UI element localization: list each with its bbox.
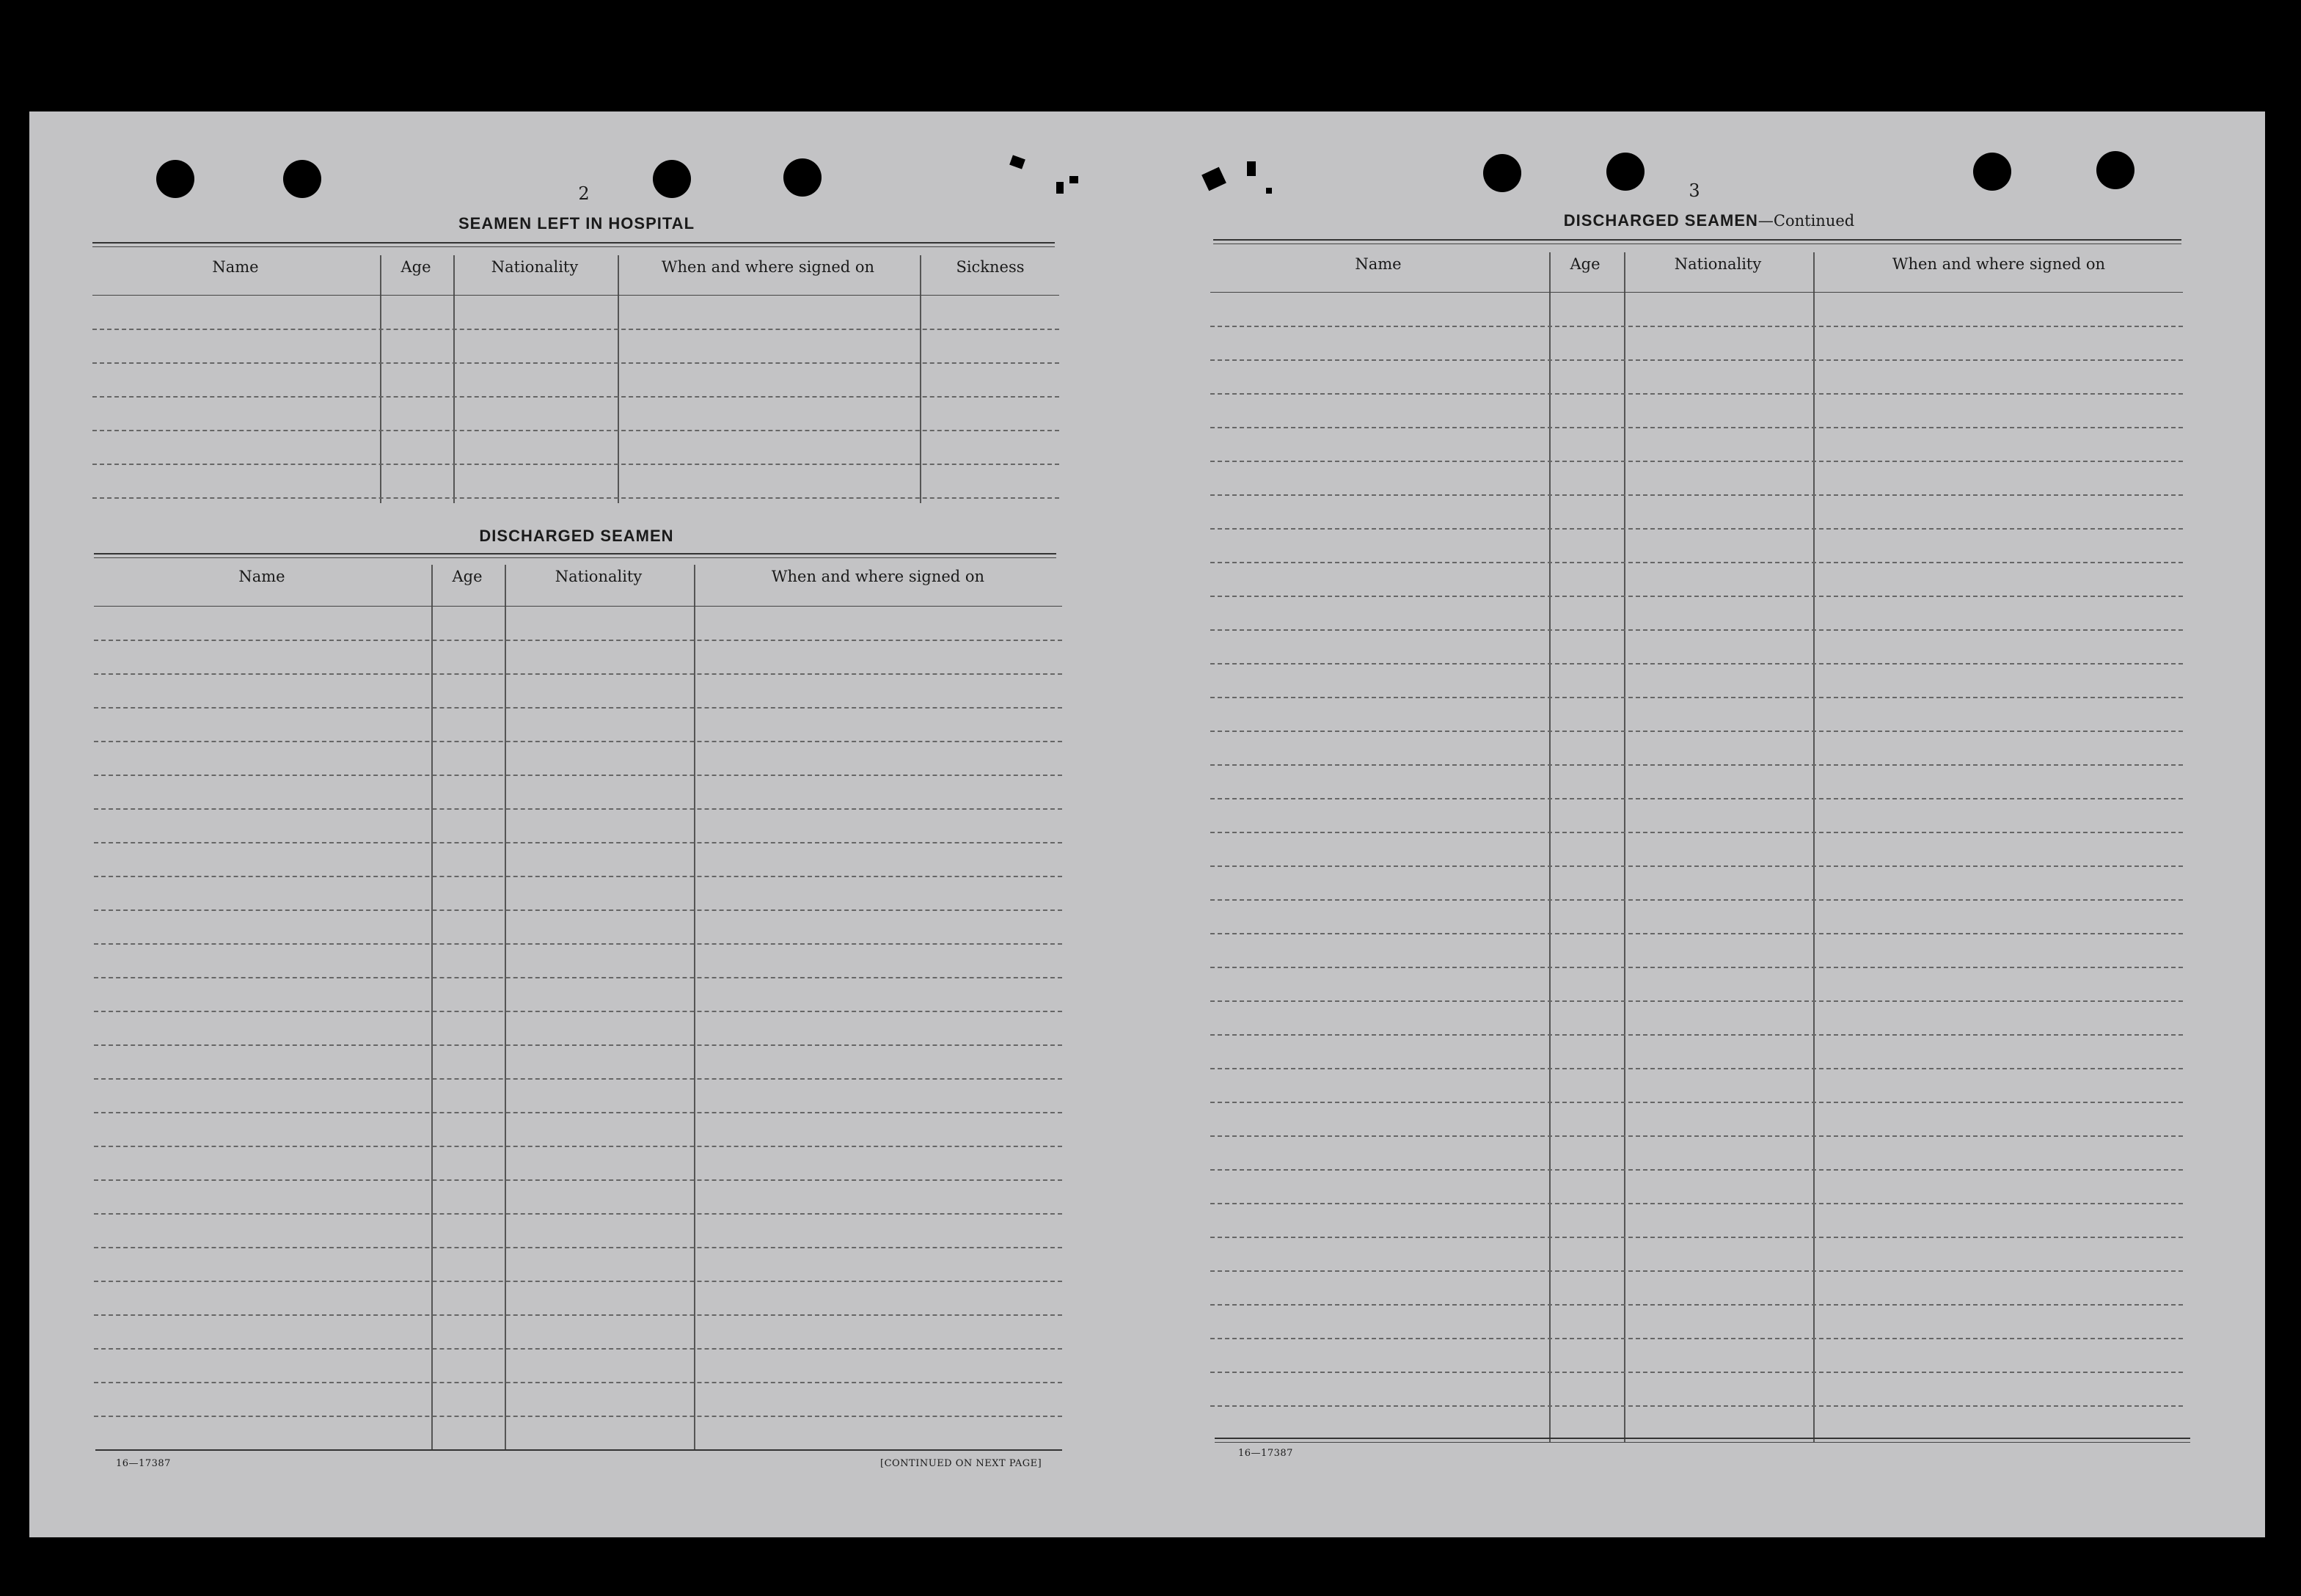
- entry-line: [94, 1314, 1062, 1316]
- entry-line: [1210, 731, 2183, 732]
- column-header: Nationality: [555, 568, 643, 585]
- paper-damage: [1069, 176, 1078, 183]
- entry-line: [1210, 427, 2183, 428]
- entry-line: [92, 329, 1059, 330]
- paper-damage: [1266, 188, 1272, 194]
- closing-rule: [1215, 1442, 2190, 1443]
- entry-line: [1210, 1034, 2183, 1036]
- column-divider: [618, 255, 619, 503]
- entry-line: [92, 430, 1059, 431]
- ledger-sheet: [29, 111, 2265, 1537]
- entry-line: [94, 775, 1062, 776]
- entry-line: [1210, 697, 2183, 698]
- entry-line: [1210, 933, 2183, 934]
- entry-line: [1210, 596, 2183, 597]
- column-header: Nationality: [1674, 255, 1762, 273]
- punch-hole: [653, 160, 691, 198]
- paper-damage: [1009, 155, 1025, 169]
- entry-line: [94, 1382, 1062, 1383]
- column-header: Name: [1355, 255, 1402, 273]
- discharged-table: [94, 568, 1062, 1449]
- column-divider: [1549, 252, 1551, 1442]
- column-divider: [1813, 252, 1815, 1442]
- entry-line: [94, 1146, 1062, 1147]
- entry-line: [94, 640, 1062, 641]
- entry-line: [1210, 1304, 2183, 1306]
- double-rule: [92, 242, 1055, 244]
- punch-hole: [156, 160, 194, 198]
- entry-line: [1210, 1000, 2183, 1002]
- entry-line: [94, 1011, 1062, 1012]
- entry-line: [94, 876, 1062, 877]
- entry-line: [1210, 359, 2183, 361]
- entry-line: [94, 842, 1062, 843]
- column-header: Age: [452, 568, 483, 585]
- closing-rule: [95, 1449, 1062, 1451]
- column-divider: [694, 565, 695, 1449]
- section-title-continued: —Continued: [1757, 212, 1855, 230]
- entry-line: [94, 1112, 1062, 1113]
- entry-line: [1210, 1068, 2183, 1069]
- form-number: 16—17387: [116, 1458, 171, 1469]
- entry-line: [94, 1044, 1062, 1046]
- entry-line: [94, 808, 1062, 810]
- column-divider: [920, 255, 921, 503]
- column-divider: [380, 255, 381, 503]
- double-rule: [1213, 239, 2181, 241]
- entry-line: [1210, 1135, 2183, 1137]
- entry-line: [1210, 663, 2183, 665]
- entry-line: [1210, 967, 2183, 968]
- entry-line: [1210, 1102, 2183, 1103]
- column-divider: [505, 565, 506, 1449]
- column-header: Name: [238, 568, 285, 585]
- section-title: DISCHARGED SEAMEN: [479, 527, 674, 545]
- entry-line: [94, 707, 1062, 709]
- page-number: 2: [578, 183, 590, 204]
- entry-line: [1210, 832, 2183, 833]
- entry-line: [1210, 1270, 2183, 1272]
- column-header: Name: [212, 258, 259, 276]
- entry-line: [1210, 393, 2183, 395]
- continued-note: [CONTINUED ON NEXT PAGE]: [880, 1458, 1042, 1469]
- entry-line: [1210, 461, 2183, 462]
- section-title-main: DISCHARGED SEAMEN: [1563, 211, 1758, 230]
- column-divider: [431, 565, 433, 1449]
- punch-hole: [1973, 153, 2011, 191]
- entry-line: [92, 464, 1059, 465]
- entry-line: [1210, 528, 2183, 530]
- entry-line: [1210, 1237, 2183, 1238]
- page-number: 3: [1689, 180, 1700, 201]
- header-underline: [92, 295, 1059, 296]
- entry-line: [94, 977, 1062, 978]
- entry-line: [92, 497, 1059, 499]
- entry-line: [1210, 1169, 2183, 1171]
- column-header: Age: [400, 258, 431, 276]
- entry-line: [1210, 1203, 2183, 1204]
- column-header: When and where signed on: [771, 568, 985, 585]
- entry-line: [94, 1281, 1062, 1282]
- discharged-continued-table: [1210, 255, 2183, 1442]
- closing-rule: [1215, 1438, 2190, 1439]
- entry-line: [94, 1213, 1062, 1215]
- header-underline: [1210, 292, 2183, 293]
- punch-hole: [2096, 151, 2134, 189]
- column-header: Age: [1570, 255, 1601, 273]
- entry-line: [1210, 1338, 2183, 1339]
- entry-line: [1210, 494, 2183, 496]
- entry-line: [1210, 1372, 2183, 1373]
- double-rule: [94, 557, 1056, 558]
- entry-line: [94, 741, 1062, 742]
- entry-line: [1210, 326, 2183, 327]
- entry-line: [94, 1247, 1062, 1248]
- entry-line: [94, 1416, 1062, 1417]
- entry-line: [94, 909, 1062, 911]
- entry-line: [1210, 1405, 2183, 1407]
- punch-hole: [1606, 153, 1645, 191]
- punch-hole: [783, 158, 822, 197]
- entry-line: [1210, 562, 2183, 563]
- column-header: When and where signed on: [1892, 255, 2106, 273]
- column-header: When and where signed on: [661, 258, 875, 276]
- entry-line: [1210, 865, 2183, 867]
- entry-line: [94, 943, 1062, 945]
- column-header: Nationality: [491, 258, 579, 276]
- entry-line: [1210, 899, 2183, 901]
- paper-damage: [1247, 161, 1256, 176]
- section-title: [1460, 211, 1958, 230]
- double-rule: [94, 553, 1056, 554]
- entry-line: [94, 673, 1062, 675]
- double-rule: [92, 246, 1055, 247]
- entry-line: [92, 362, 1059, 364]
- header-underline: [94, 606, 1062, 607]
- entry-line: [94, 1348, 1062, 1350]
- hospital-table: [92, 258, 1059, 503]
- entry-line: [1210, 798, 2183, 799]
- entry-line: [94, 1078, 1062, 1080]
- entry-line: [1210, 764, 2183, 766]
- paper-damage: [1056, 182, 1064, 194]
- column-divider: [1624, 252, 1625, 1442]
- entry-line: [94, 1179, 1062, 1181]
- form-number: 16—17387: [1238, 1448, 1293, 1459]
- entry-line: [92, 396, 1059, 398]
- column-divider: [453, 255, 455, 503]
- column-header: Sickness: [956, 258, 1025, 276]
- entry-line: [1210, 629, 2183, 631]
- paper-damage: [1201, 167, 1226, 191]
- punch-hole: [1483, 154, 1521, 192]
- punch-hole: [283, 160, 321, 198]
- section-title: SEAMEN LEFT IN HOSPITAL: [458, 214, 695, 233]
